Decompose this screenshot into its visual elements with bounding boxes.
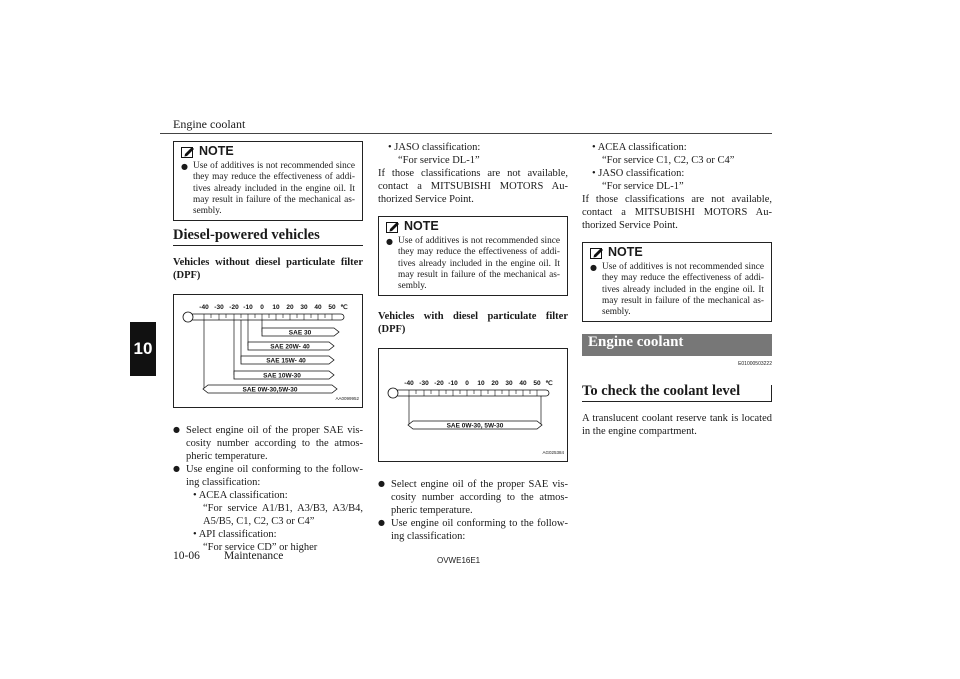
section-title: Diesel-powered vehicles <box>173 229 363 246</box>
note-pencil-icon <box>590 247 604 259</box>
thermometer-bulb <box>388 388 398 398</box>
scale-label: 30 <box>300 304 308 311</box>
contact-text: If those classifications are not available, contact a MITSUBISHI MOTORS Au-thorized Service Point. <box>378 168 568 205</box>
classification-value: “For service DL-1” <box>398 155 480 166</box>
running-header: Engine coolant <box>173 117 246 131</box>
scale-label: -40 <box>404 380 414 387</box>
scale-unit: ℃ <box>340 304 348 311</box>
classification-value: “For service CD” or higher <box>203 542 318 553</box>
scale-label: -10 <box>243 304 253 311</box>
list-item: ● Use engine oil conforming to the follow-ing classification: <box>173 464 363 488</box>
bullet-icon: ● <box>378 479 385 488</box>
list-item: ● Use engine oil conforming to the follow-ing classification: <box>378 518 568 542</box>
classification-value: “For service A1/B1, A3/B3, A3/B4, A5/B5, C1, C2, C3 or C4” <box>203 503 363 527</box>
scale-label: 30 <box>505 380 513 387</box>
scale-label: 50 <box>533 380 541 387</box>
oil-viscosity-figure <box>173 294 363 408</box>
chapter-tab: 10 <box>130 322 156 376</box>
scale-label: 0 <box>260 304 264 311</box>
note-box <box>582 242 772 322</box>
note-label: NOTE <box>404 219 439 233</box>
classification-label: • JASO classification: <box>388 142 481 153</box>
classification-value: “For service DL-1” <box>602 181 684 192</box>
scale-unit: ℃ <box>545 380 553 387</box>
classification-label: • JASO classification: <box>592 168 685 179</box>
note-text: Use of additives is not recommended since they may reduce the effectiveness of addi-tives already included in the engine oil. It may result in failure of the mechanical as-sembly. <box>397 236 560 292</box>
grade-label: SAE 20W- 40 <box>270 343 310 351</box>
scale-label: -30 <box>214 304 224 311</box>
column-2 <box>378 141 568 543</box>
scale-label: 20 <box>491 380 499 387</box>
check-title: To check the coolant level <box>582 385 772 402</box>
figure-code: AG025384 <box>542 450 564 455</box>
scale-label: -20 <box>229 304 239 311</box>
grade-label: SAE 30 <box>288 329 312 337</box>
list-item: ● Select engine oil of the proper SAE vis-cosity number according to the atmos-pheric temperature. <box>173 425 363 462</box>
figure-code: AA0099952 <box>335 396 359 401</box>
note-label: NOTE <box>608 245 643 259</box>
scale-label: 40 <box>314 304 322 311</box>
scale-label: 50 <box>328 304 336 311</box>
bullet-icon: ● <box>590 263 597 272</box>
bullet-icon: ● <box>173 425 180 434</box>
note-text: Use of additives is not recommended since they may reduce the effectiveness of addi-tives already included in the engine oil. It may result in failure of the mechanical as-sembly. <box>601 262 764 318</box>
note-pencil-icon <box>181 146 195 158</box>
bullet-icon: ● <box>386 237 393 246</box>
note-box <box>378 216 568 296</box>
thermometer-tube <box>190 314 344 320</box>
subtitle: Vehicles with diesel particulate filter (DPF) <box>378 311 568 335</box>
scale-label: 0 <box>465 380 469 387</box>
bullet-icon: ● <box>378 518 385 527</box>
grade-label: SAE 10W-30 <box>263 372 301 380</box>
scale-label: 10 <box>272 304 280 311</box>
note-label: NOTE <box>199 144 234 158</box>
body-text: A translucent coolant reserve tank is located in the engine compartment. <box>582 413 772 437</box>
note-pencil-icon <box>386 221 400 233</box>
contact-text: If those classifications are not available, contact a MITSUBISHI MOTORS Au-thorized Service Point. <box>582 194 772 231</box>
footer-section: Maintenance <box>224 550 284 562</box>
classification-label: • ACEA classification: <box>592 142 687 153</box>
classification-label: • ACEA classification: <box>193 490 288 501</box>
scale-label: -20 <box>434 380 444 387</box>
bullet-icon: ● <box>173 464 180 473</box>
scale-label: 20 <box>286 304 294 311</box>
list-item: ● Select engine oil of the proper SAE vis-cosity number according to the atmos-pheric temperature. <box>378 479 568 516</box>
section-code: E01000503222 <box>738 361 772 367</box>
grade-label: SAE 0W-30,5W-30 <box>242 386 298 394</box>
classification-value: “For service C1, C2, C3 or C4” <box>602 155 735 166</box>
column-1 <box>173 141 363 554</box>
grade-label: SAE 0W-30, 5W-30 <box>446 422 504 430</box>
section-banner: Engine coolant <box>582 334 772 356</box>
oil-viscosity-figure <box>378 348 568 462</box>
column-3 <box>582 141 772 438</box>
scale-label: 10 <box>477 380 485 387</box>
viscosity-chart <box>379 349 567 461</box>
thermometer-tube <box>395 390 549 396</box>
page-number: 10-06 <box>173 550 200 562</box>
note-text: Use of additives is not recommended since they may reduce the effectiveness of addi-tives already included in the engine oil. It may result in failure of the mechanical as-sembly. <box>192 161 355 217</box>
scale-label: -10 <box>448 380 458 387</box>
grade-label: SAE 15W- 40 <box>266 357 306 365</box>
classification-label: • API classification: <box>193 529 277 540</box>
thermometer-bulb <box>183 312 193 322</box>
viscosity-chart <box>174 295 362 407</box>
header-rule <box>160 133 772 134</box>
scale-label: 40 <box>519 380 527 387</box>
footer-code: OVWE16E1 <box>437 556 481 565</box>
note-box <box>173 141 363 221</box>
scale-label: -40 <box>199 304 209 311</box>
subtitle: Vehicles without diesel particulate filter (DPF) <box>173 257 363 281</box>
scale-label: -30 <box>419 380 429 387</box>
bullet-icon: ● <box>181 162 188 171</box>
